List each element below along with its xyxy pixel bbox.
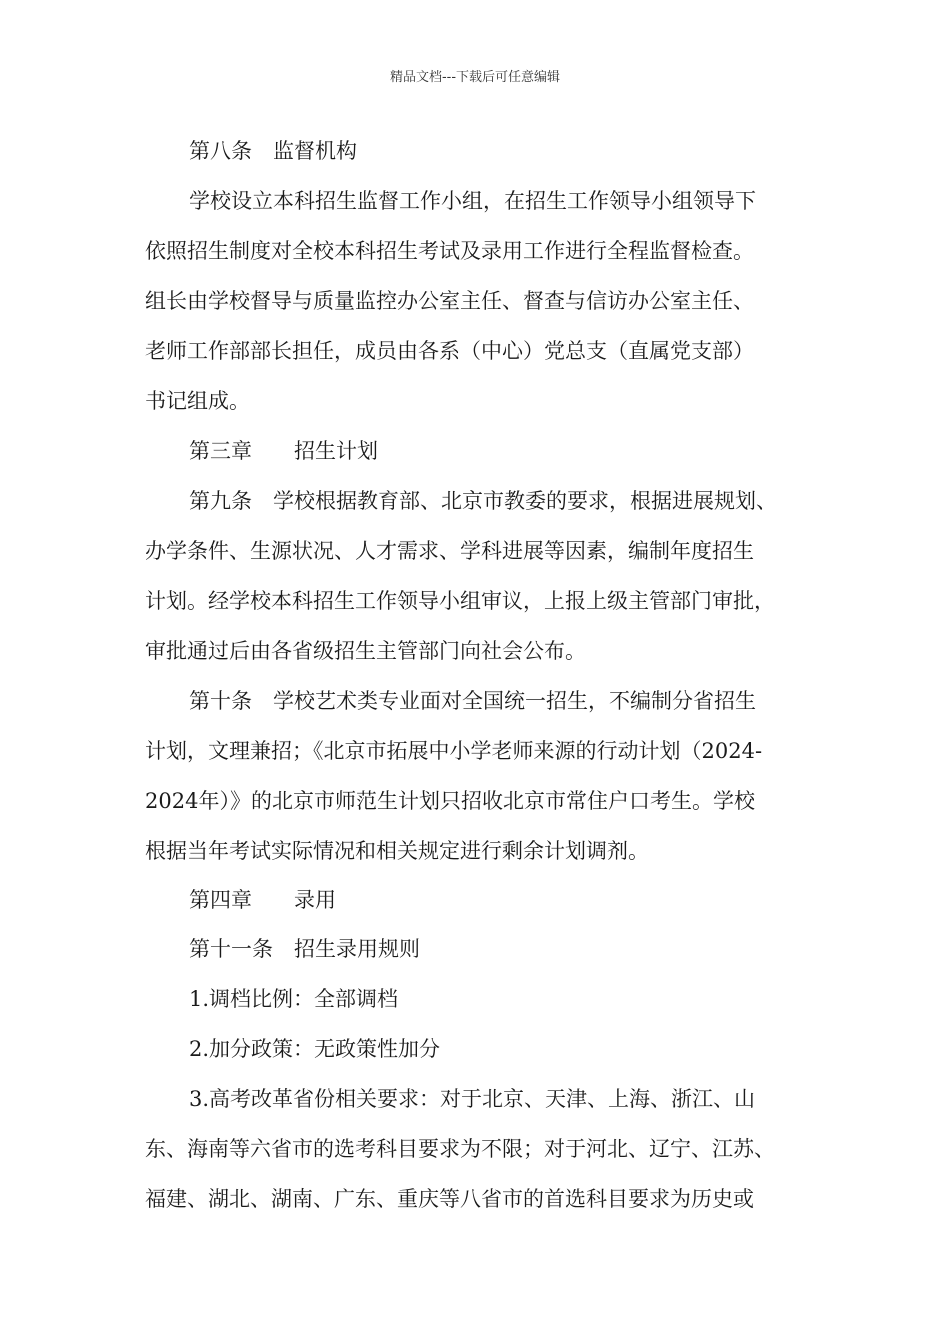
paragraph-line: 组长由学校督导与质量监控办公室主任、督查与信访办公室主任、 (145, 289, 754, 313)
chapter-heading: 第四章 录用 (189, 888, 336, 912)
paragraph-line: 计划。经学校本科招生工作领导小组审议，上报上级主管部门审批， (145, 589, 775, 613)
paragraph-line: 根据当年考试实际情况和相关规定进行剩余计划调剂。 (145, 839, 649, 863)
list-item: 3.高考改革省份相关要求：对于北京、天津、上海、浙江、山 (189, 1087, 756, 1111)
paragraph-line: 2024年）》的北京市师范生计划只招收北京市常住户口考生。学校 (145, 789, 755, 813)
list-item: 1.调档比例：全部调档 (189, 987, 399, 1011)
paragraph-line: 第九条 学校根据教育部、北京市教委的要求，根据进展规划、 (189, 489, 777, 513)
paragraph-line: 老师工作部部长担任，成员由各系（中心）党总支（直属党支部） (145, 339, 754, 363)
paragraph-line: 办学条件、生源状况、人才需求、学科进展等因素，编制年度招生 (145, 539, 754, 563)
article-heading: 第八条 监督机构 (189, 139, 357, 163)
paragraph-line: 第十条 学校艺术类专业面对全国统一招生，不编制分省招生 (189, 689, 756, 713)
page-header: 精品文档---下载后可任意编辑 (389, 70, 561, 85)
paragraph-line: 东、海南等六省市的选考科目要求为不限；对于河北、辽宁、江苏、 (145, 1137, 775, 1161)
paragraph-line: 依照招生制度对全校本科招生考试及录用工作进行全程监督检查。 (145, 239, 754, 263)
paragraph-line: 学校设立本科招生监督工作小组，在招生工作领导小组领导下 (189, 189, 756, 213)
article-heading: 第十一条 招生录用规则 (189, 937, 420, 961)
paragraph-line: 书记组成。 (145, 389, 250, 413)
chapter-heading: 第三章 招生计划 (189, 439, 378, 463)
list-item: 2.加分政策：无政策性加分 (189, 1037, 441, 1061)
paragraph-line: 审批通过后由各省级招生主管部门向社会公布。 (145, 639, 586, 663)
paragraph-line: 福建、湖北、湖南、广东、重庆等八省市的首选科目要求为历史或 (145, 1187, 754, 1211)
paragraph-line: 计划，文理兼招；《北京市拓展中小学老师来源的行动计划（2024- (145, 739, 763, 763)
